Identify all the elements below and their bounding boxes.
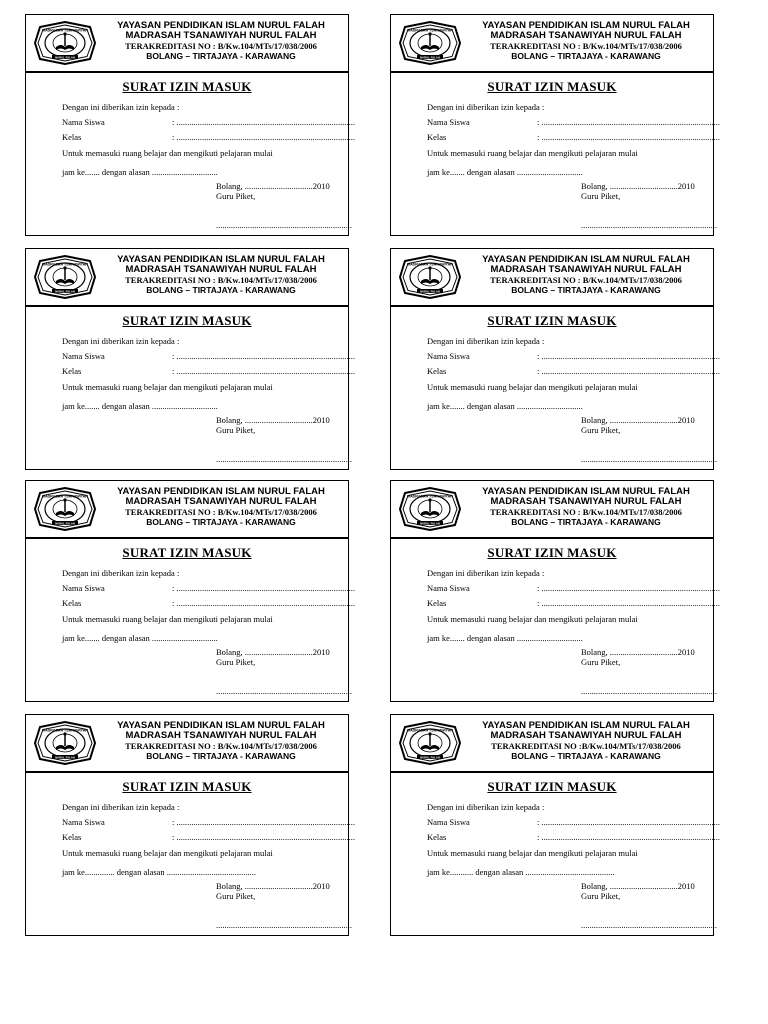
school-name: MADRASAH TSANAWIYAH NURUL FALAH <box>490 730 682 741</box>
signature-line: ................................................................ <box>581 220 717 230</box>
student-name-label: Nama Siswa <box>427 117 470 127</box>
header-text <box>98 721 344 761</box>
student-name-label: Nama Siswa <box>427 351 470 361</box>
intro-text: Dengan ini diberikan izin kepada : <box>62 802 180 812</box>
purpose-text: Untuk memasuki ruang belajar dan mengikuti pelajaran mulai <box>62 382 273 392</box>
class-label: Kelas <box>427 598 447 608</box>
class-label: Kelas <box>62 366 82 376</box>
duty-teacher-label: Guru Piket, <box>216 657 256 667</box>
school-name: MADRASAH TSANAWIYAH NURUL FALAH <box>125 264 317 275</box>
foundation-name: YAYASAN PENDIDIKAN ISLAM NURUL FALAH <box>117 254 325 265</box>
intro-text: Dengan ini diberikan izin kepada : <box>427 802 545 812</box>
place-date: Bolang, ................................2010 <box>581 415 695 425</box>
school-seal-icon <box>34 21 96 65</box>
header-text <box>463 255 709 295</box>
foundation-name: YAYASAN PENDIDIKAN ISLAM NURUL FALAH <box>482 486 690 497</box>
purpose-text: Untuk memasuki ruang belajar dan mengikuti pelajaran mulai <box>62 614 273 624</box>
seal-top-text: MADRASAH TSANAWIYAH <box>42 494 88 499</box>
duty-teacher-label: Guru Piket, <box>216 425 256 435</box>
slip-header <box>26 249 348 304</box>
permit-slip <box>390 480 720 702</box>
school-name: MADRASAH TSANAWIYAH NURUL FALAH <box>125 496 317 507</box>
seal-top-text: MADRASAH TSANAWIYAH <box>407 728 453 733</box>
school-address: BOLANG – TIRTAJAYA - KARAWANG <box>511 751 661 761</box>
school-seal-icon <box>399 487 461 531</box>
foundation-name: YAYASAN PENDIDIKAN ISLAM NURUL FALAH <box>117 720 325 731</box>
school-name: MADRASAH TSANAWIYAH NURUL FALAH <box>490 264 682 275</box>
header-text <box>463 487 709 527</box>
signature-line: ................................................................ <box>216 454 352 464</box>
school-address: BOLANG – TIRTAJAYA - KARAWANG <box>146 51 296 61</box>
student-name-field: : .................................................................................... <box>172 817 355 827</box>
permit-slip <box>25 14 355 236</box>
school-seal-icon <box>34 255 96 299</box>
permit-slip <box>390 14 720 236</box>
purpose-text: Untuk memasuki ruang belajar dan mengikuti pelajaran mulai <box>427 848 638 858</box>
slip-title: SURAT IZIN MASUK <box>122 545 252 560</box>
class-field: : .................................................................................... <box>537 832 720 842</box>
school-address: BOLANG – TIRTAJAYA - KARAWANG <box>511 51 661 61</box>
period-reason-text: jam ke........... dengan alasan .......................................... <box>427 867 615 877</box>
place-date: Bolang, ................................2010 <box>581 647 695 657</box>
school-seal-icon <box>399 721 461 765</box>
school-name: MADRASAH TSANAWIYAH NURUL FALAH <box>490 30 682 41</box>
school-address: BOLANG – TIRTAJAYA - KARAWANG <box>146 285 296 295</box>
student-name-field: : .................................................................................... <box>172 583 355 593</box>
intro-text: Dengan ini diberikan izin kepada : <box>62 102 180 112</box>
period-reason-text: jam ke....... dengan alasan ............................... <box>427 401 583 411</box>
foundation-name: YAYASAN PENDIDIKAN ISLAM NURUL FALAH <box>117 486 325 497</box>
header-divider <box>391 537 713 539</box>
class-field: : .................................................................................... <box>172 832 355 842</box>
period-reason-text: jam ke....... dengan alasan ............................... <box>62 401 218 411</box>
slip-header <box>391 15 713 70</box>
accreditation-number: TERAKREDITASI NO : B/Kw.104/MTs/17/038/2006 <box>125 41 317 51</box>
foundation-name: YAYASAN PENDIDIKAN ISLAM NURUL FALAH <box>482 20 690 31</box>
permit-slip <box>25 714 355 936</box>
intro-text: Dengan ini diberikan izin kepada : <box>427 336 545 346</box>
class-field: : .................................................................................... <box>172 366 355 376</box>
slip-header <box>26 481 348 536</box>
seal-bottom-text: NURUL FALAH <box>420 289 440 294</box>
student-name-field: : .................................................................................... <box>537 351 720 361</box>
seal-bottom-text: NURUL FALAH <box>420 55 440 60</box>
school-seal-icon <box>399 21 461 65</box>
permit-slip <box>390 248 720 470</box>
school-address: BOLANG – TIRTAJAYA - KARAWANG <box>146 751 296 761</box>
student-name-field: : .................................................................................... <box>172 117 355 127</box>
student-name-label: Nama Siswa <box>62 117 105 127</box>
header-text <box>98 21 344 61</box>
seal-bottom-text: NURUL FALAH <box>420 755 440 760</box>
slip-title: SURAT IZIN MASUK <box>487 545 617 560</box>
seal-bottom-text: NURUL FALAH <box>55 521 75 526</box>
header-text <box>98 487 344 527</box>
purpose-text: Untuk memasuki ruang belajar dan mengikuti pelajaran mulai <box>427 614 638 624</box>
class-label: Kelas <box>427 132 447 142</box>
student-name-field: : .................................................................................... <box>537 117 720 127</box>
duty-teacher-label: Guru Piket, <box>581 657 621 667</box>
purpose-text: Untuk memasuki ruang belajar dan mengikuti pelajaran mulai <box>62 148 273 158</box>
place-date: Bolang, ................................2010 <box>216 647 330 657</box>
student-name-field: : .................................................................................... <box>172 351 355 361</box>
period-reason-text: jam ke....... dengan alasan ............................... <box>62 633 218 643</box>
foundation-name: YAYASAN PENDIDIKAN ISLAM NURUL FALAH <box>482 720 690 731</box>
signature-line: ................................................................ <box>216 220 352 230</box>
school-address: BOLANG – TIRTAJAYA - KARAWANG <box>511 285 661 295</box>
seal-bottom-text: NURUL FALAH <box>420 521 440 526</box>
student-name-label: Nama Siswa <box>427 583 470 593</box>
place-date: Bolang, ................................2010 <box>216 181 330 191</box>
purpose-text: Untuk memasuki ruang belajar dan mengikuti pelajaran mulai <box>427 382 638 392</box>
duty-teacher-label: Guru Piket, <box>581 191 621 201</box>
seal-top-text: MADRASAH TSANAWIYAH <box>42 28 88 33</box>
header-text <box>463 21 709 61</box>
period-reason-text: jam ke.............. dengan alasan .......................................... <box>62 867 257 877</box>
school-seal-icon <box>34 721 96 765</box>
header-divider <box>26 771 348 773</box>
place-date: Bolang, ................................2010 <box>581 881 695 891</box>
school-name: MADRASAH TSANAWIYAH NURUL FALAH <box>490 496 682 507</box>
permit-slip <box>25 248 355 470</box>
class-field: : .................................................................................... <box>537 132 720 142</box>
signature-line: ................................................................ <box>581 454 717 464</box>
slip-header <box>391 481 713 536</box>
school-name: MADRASAH TSANAWIYAH NURUL FALAH <box>125 730 317 741</box>
slip-title: SURAT IZIN MASUK <box>487 79 617 94</box>
slip-title: SURAT IZIN MASUK <box>122 779 252 794</box>
student-name-field: : .................................................................................... <box>537 583 720 593</box>
accreditation-number: TERAKREDITASI NO : B/Kw.104/MTs/17/038/2006 <box>490 275 682 285</box>
class-field: : .................................................................................... <box>172 132 355 142</box>
slip-header <box>391 715 713 770</box>
class-field: : .................................................................................... <box>172 598 355 608</box>
slip-title: SURAT IZIN MASUK <box>487 313 617 328</box>
accreditation-number: TERAKREDITASI NO : B/Kw.104/MTs/17/038/2006 <box>125 275 317 285</box>
class-label: Kelas <box>62 832 82 842</box>
seal-top-text: MADRASAH TSANAWIYAH <box>407 262 453 267</box>
intro-text: Dengan ini diberikan izin kepada : <box>427 568 545 578</box>
seal-top-text: MADRASAH TSANAWIYAH <box>407 494 453 499</box>
header-text <box>463 721 709 761</box>
foundation-name: YAYASAN PENDIDIKAN ISLAM NURUL FALAH <box>117 20 325 31</box>
class-label: Kelas <box>62 598 82 608</box>
school-seal-icon <box>34 487 96 531</box>
header-divider <box>391 771 713 773</box>
period-reason-text: jam ke....... dengan alasan ............................... <box>427 633 583 643</box>
class-field: : .................................................................................... <box>537 598 720 608</box>
place-date: Bolang, ................................2010 <box>581 181 695 191</box>
place-date: Bolang, ................................2010 <box>216 415 330 425</box>
slip-header <box>26 715 348 770</box>
school-address: BOLANG – TIRTAJAYA - KARAWANG <box>146 517 296 527</box>
header-divider <box>26 71 348 73</box>
permit-slip <box>390 714 720 936</box>
accreditation-number: TERAKREDITASI NO : B/Kw.104/MTs/17/038/2006 <box>125 741 317 751</box>
duty-teacher-label: Guru Piket, <box>216 891 256 901</box>
school-name: MADRASAH TSANAWIYAH NURUL FALAH <box>125 30 317 41</box>
class-label: Kelas <box>427 366 447 376</box>
slip-title: SURAT IZIN MASUK <box>122 79 252 94</box>
intro-text: Dengan ini diberikan izin kepada : <box>62 336 180 346</box>
period-reason-text: jam ke....... dengan alasan ............................... <box>427 167 583 177</box>
accreditation-number: TERAKREDITASI NO : B/Kw.104/MTs/17/038/2006 <box>490 41 682 51</box>
student-name-label: Nama Siswa <box>62 351 105 361</box>
signature-line: ................................................................ <box>216 686 352 696</box>
accreditation-number: TERAKREDITASI NO : B/Kw.104/MTs/17/038/2006 <box>490 507 682 517</box>
header-divider <box>26 537 348 539</box>
seal-top-text: MADRASAH TSANAWIYAH <box>407 28 453 33</box>
seal-bottom-text: NURUL FALAH <box>55 55 75 60</box>
intro-text: Dengan ini diberikan izin kepada : <box>62 568 180 578</box>
seal-bottom-text: NURUL FALAH <box>55 755 75 760</box>
signature-line: ................................................................ <box>216 920 352 930</box>
duty-teacher-label: Guru Piket, <box>581 425 621 435</box>
student-name-label: Nama Siswa <box>62 583 105 593</box>
header-divider <box>391 305 713 307</box>
slip-title: SURAT IZIN MASUK <box>122 313 252 328</box>
class-label: Kelas <box>427 832 447 842</box>
foundation-name: YAYASAN PENDIDIKAN ISLAM NURUL FALAH <box>482 254 690 265</box>
duty-teacher-label: Guru Piket, <box>216 191 256 201</box>
header-divider <box>391 71 713 73</box>
school-seal-icon <box>399 255 461 299</box>
duty-teacher-label: Guru Piket, <box>581 891 621 901</box>
signature-line: ................................................................ <box>581 920 717 930</box>
student-name-field: : .................................................................................... <box>537 817 720 827</box>
period-reason-text: jam ke....... dengan alasan ............................... <box>62 167 218 177</box>
intro-text: Dengan ini diberikan izin kepada : <box>427 102 545 112</box>
slip-header <box>26 15 348 70</box>
seal-bottom-text: NURUL FALAH <box>55 289 75 294</box>
accreditation-number: TERAKREDITASI NO : B/Kw.104/MTs/17/038/2006 <box>125 507 317 517</box>
header-text <box>98 255 344 295</box>
seal-top-text: MADRASAH TSANAWIYAH <box>42 728 88 733</box>
signature-line: ................................................................ <box>581 686 717 696</box>
permit-slip <box>25 480 355 702</box>
slip-header <box>391 249 713 304</box>
place-date: Bolang, ................................2010 <box>216 881 330 891</box>
slip-title: SURAT IZIN MASUK <box>487 779 617 794</box>
header-divider <box>26 305 348 307</box>
class-label: Kelas <box>62 132 82 142</box>
student-name-label: Nama Siswa <box>62 817 105 827</box>
purpose-text: Untuk memasuki ruang belajar dan mengikuti pelajaran mulai <box>62 848 273 858</box>
accreditation-number: TERAKREDITASI NO :B/Kw.104/MTs/17/038/2006 <box>491 741 681 751</box>
class-field: : .................................................................................... <box>537 366 720 376</box>
student-name-label: Nama Siswa <box>427 817 470 827</box>
seal-top-text: MADRASAH TSANAWIYAH <box>42 262 88 267</box>
school-address: BOLANG – TIRTAJAYA - KARAWANG <box>511 517 661 527</box>
purpose-text: Untuk memasuki ruang belajar dan mengikuti pelajaran mulai <box>427 148 638 158</box>
